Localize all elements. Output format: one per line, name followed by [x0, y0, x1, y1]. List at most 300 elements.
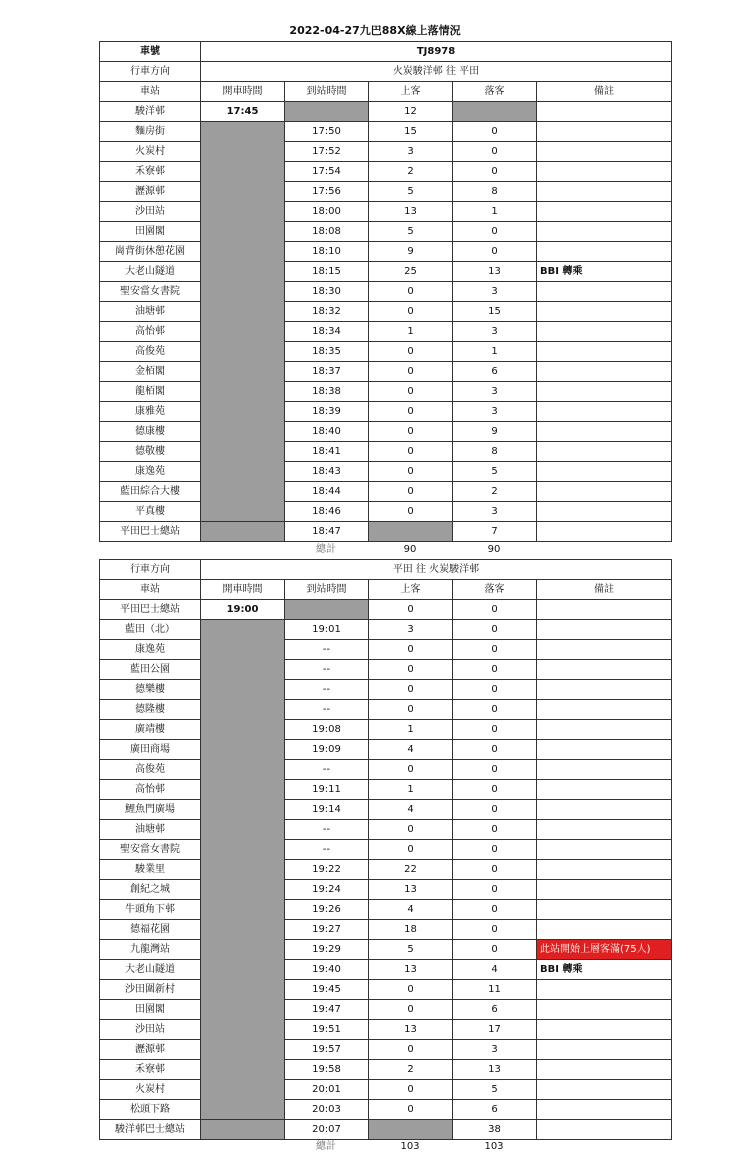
note-cell: [537, 860, 672, 880]
depart-cell: [201, 262, 285, 282]
alight-cell: 11: [453, 980, 537, 1000]
board-cell: 0: [369, 1000, 453, 1020]
depart-cell: [201, 900, 285, 920]
board-cell: 0: [369, 700, 453, 720]
board-cell: 0: [369, 1040, 453, 1060]
note-cell: [537, 760, 672, 780]
station-cell: 高俊苑: [100, 342, 201, 362]
depart-cell: [201, 1120, 285, 1140]
board-cell: 0: [369, 840, 453, 860]
board-cell: [369, 522, 453, 542]
board-cell: 0: [369, 302, 453, 322]
arrive-cell: [285, 600, 369, 620]
board-cell: 5: [369, 222, 453, 242]
depart-cell: [201, 142, 285, 162]
alight-cell: 0: [453, 162, 537, 182]
alight-cell: 1: [453, 342, 537, 362]
table-row: [100, 820, 672, 840]
depart-cell: [201, 502, 285, 522]
note-cell: [537, 1100, 672, 1120]
depart-cell: [201, 700, 285, 720]
depart-cell: [201, 402, 285, 422]
plate-label: 車號: [100, 42, 201, 62]
arrive-cell: --: [285, 640, 369, 660]
station-cell: 火炭村: [100, 1080, 201, 1100]
table-row: [100, 482, 672, 502]
note-cell: [537, 102, 672, 122]
board-cell: 0: [369, 980, 453, 1000]
depart-cell: [201, 382, 285, 402]
station-cell: 聖安當女書院: [100, 282, 201, 302]
depart-cell: [201, 660, 285, 680]
table-row: [100, 502, 672, 522]
arrive-cell: 19:08: [285, 720, 369, 740]
depart-cell: [201, 442, 285, 462]
depart-cell: [201, 760, 285, 780]
station-cell: 沙田站: [100, 202, 201, 222]
board-cell: 25: [369, 262, 453, 282]
total-board: 90: [403, 544, 417, 555]
alight-cell: 1: [453, 202, 537, 222]
table-row: [100, 640, 672, 660]
station-cell: 瀝源邨: [100, 1040, 201, 1060]
station-cell: 九龍灣站: [100, 940, 201, 960]
station-cell: 火炭村: [100, 142, 201, 162]
alight-cell: 5: [453, 1080, 537, 1100]
station-cell: 聖安當女書院: [100, 840, 201, 860]
station-cell: 康逸苑: [100, 640, 201, 660]
note-cell: [537, 900, 672, 920]
board-cell: 2: [369, 162, 453, 182]
station-cell: 油塘邨: [100, 302, 201, 322]
arrive-cell: --: [285, 840, 369, 860]
alight-cell: 13: [453, 1060, 537, 1080]
arrive-cell: [285, 102, 369, 122]
station-cell: 牛頭角下邨: [100, 900, 201, 920]
table-row: [100, 840, 672, 860]
table-row: [100, 860, 672, 880]
note-cell: [537, 640, 672, 660]
note-cell: [537, 680, 672, 700]
direction-label: 行車方向: [100, 62, 201, 82]
note-cell: [537, 700, 672, 720]
board-cell: 13: [369, 880, 453, 900]
alight-cell: 5: [453, 462, 537, 482]
arrive-cell: 18:40: [285, 422, 369, 442]
alight-cell: 6: [453, 362, 537, 382]
plate-row: [100, 42, 672, 62]
station-cell: 平田巴士總站: [100, 600, 201, 620]
alight-cell: 0: [453, 760, 537, 780]
table-row: [100, 402, 672, 422]
alight-cell: 3: [453, 402, 537, 422]
page-title: 2022-04-27九巴88X線上落情況: [289, 24, 461, 37]
board-cell: 0: [369, 1100, 453, 1120]
station-cell: 藍田公園: [100, 660, 201, 680]
header-station: 車站: [100, 580, 201, 600]
arrive-cell: 19:40: [285, 960, 369, 980]
alight-cell: 0: [453, 860, 537, 880]
depart-cell: [201, 840, 285, 860]
alight-cell: 6: [453, 1100, 537, 1120]
note-cell: [537, 442, 672, 462]
alight-cell: 0: [453, 242, 537, 262]
depart-cell: [201, 820, 285, 840]
arrive-cell: 19:27: [285, 920, 369, 940]
depart-cell: [201, 242, 285, 262]
note-cell: 此站開始上層客滿(75人): [537, 940, 672, 960]
header-arrive: 到站時間: [285, 580, 369, 600]
arrive-cell: 19:26: [285, 900, 369, 920]
depart-cell: [201, 800, 285, 820]
depart-cell: [201, 282, 285, 302]
note-cell: [537, 162, 672, 182]
header-station: 車站: [100, 82, 201, 102]
note-cell: [537, 482, 672, 502]
alight-cell: 0: [453, 600, 537, 620]
depart-cell: [201, 482, 285, 502]
arrive-cell: 18:32: [285, 302, 369, 322]
depart-cell: [201, 302, 285, 322]
alight-cell: 0: [453, 920, 537, 940]
note-cell: [537, 302, 672, 322]
station-cell: 松頭下路: [100, 1100, 201, 1120]
depart-cell: [201, 680, 285, 700]
table-row: [100, 960, 672, 980]
arrive-cell: 18:47: [285, 522, 369, 542]
depart-cell: 19:00: [201, 600, 285, 620]
header-arrive: 到站時間: [285, 82, 369, 102]
header-row: [100, 82, 672, 102]
board-cell: 0: [369, 820, 453, 840]
alight-cell: 7: [453, 522, 537, 542]
note-cell: [537, 1120, 672, 1140]
total-alight: 103: [484, 1141, 504, 1152]
depart-cell: [201, 960, 285, 980]
arrive-cell: 19:22: [285, 860, 369, 880]
note-cell: [537, 322, 672, 342]
note-cell: [537, 780, 672, 800]
arrive-cell: 18:35: [285, 342, 369, 362]
alight-cell: 15: [453, 302, 537, 322]
depart-cell: [201, 720, 285, 740]
station-cell: 崗背街休憩花園: [100, 242, 201, 262]
table-row: [100, 880, 672, 900]
board-cell: 15: [369, 122, 453, 142]
arrive-cell: 17:50: [285, 122, 369, 142]
direction-row: [100, 560, 672, 580]
board-cell: 5: [369, 940, 453, 960]
arrive-cell: 17:54: [285, 162, 369, 182]
note-cell: [537, 1000, 672, 1020]
alight-cell: 0: [453, 880, 537, 900]
note-cell: [537, 1060, 672, 1080]
alight-cell: 3: [453, 282, 537, 302]
plate-value: TJ8978: [201, 42, 672, 62]
direction-value: 火炭駿洋邨 往 平田: [201, 62, 672, 82]
alight-cell: 13: [453, 262, 537, 282]
board-cell: 0: [369, 362, 453, 382]
arrive-cell: 20:07: [285, 1120, 369, 1140]
note-cell: [537, 342, 672, 362]
board-cell: 4: [369, 800, 453, 820]
table-row: [100, 342, 672, 362]
arrive-cell: 19:11: [285, 780, 369, 800]
note-cell: [537, 600, 672, 620]
note-cell: [537, 502, 672, 522]
total-label: 總計: [316, 1141, 336, 1152]
board-cell: 0: [369, 640, 453, 660]
station-cell: 德敬樓: [100, 442, 201, 462]
depart-cell: [201, 1000, 285, 1020]
note-cell: [537, 422, 672, 442]
depart-cell: [201, 342, 285, 362]
alight-cell: 0: [453, 840, 537, 860]
board-cell: 0: [369, 680, 453, 700]
alight-cell: 9: [453, 422, 537, 442]
arrive-cell: 19:24: [285, 880, 369, 900]
alight-cell: 0: [453, 700, 537, 720]
direction-row: [100, 62, 672, 82]
alight-cell: 0: [453, 940, 537, 960]
depart-cell: [201, 422, 285, 442]
table-row: [100, 442, 672, 462]
depart-cell: [201, 620, 285, 640]
depart-cell: [201, 940, 285, 960]
arrive-cell: 19:51: [285, 1020, 369, 1040]
alight-cell: 4: [453, 960, 537, 980]
note-cell: [537, 282, 672, 302]
table-row: [100, 242, 672, 262]
alight-cell: 3: [453, 502, 537, 522]
depart-cell: [201, 860, 285, 880]
table-row: [100, 900, 672, 920]
depart-cell: [201, 182, 285, 202]
table-row: [100, 760, 672, 780]
arrive-cell: 19:45: [285, 980, 369, 1000]
alight-cell: [453, 102, 537, 122]
board-cell: 13: [369, 1020, 453, 1040]
station-cell: 德康樓: [100, 422, 201, 442]
alight-cell: 3: [453, 382, 537, 402]
note-cell: [537, 880, 672, 900]
note-cell: [537, 462, 672, 482]
alight-cell: 0: [453, 680, 537, 700]
note-cell: [537, 382, 672, 402]
arrive-cell: 17:52: [285, 142, 369, 162]
direction-label: 行車方向: [100, 560, 201, 580]
alight-cell: 0: [453, 720, 537, 740]
station-cell: 大老山隧道: [100, 262, 201, 282]
note-cell: [537, 660, 672, 680]
board-cell: 1: [369, 322, 453, 342]
table-row: [100, 1040, 672, 1060]
table-row: [100, 222, 672, 242]
station-cell: 高俊苑: [100, 760, 201, 780]
table-row: [100, 322, 672, 342]
board-cell: 9: [369, 242, 453, 262]
note-cell: [537, 182, 672, 202]
depart-cell: [201, 1040, 285, 1060]
arrive-cell: 19:58: [285, 1060, 369, 1080]
table-row: [100, 1100, 672, 1120]
table-row: [100, 1080, 672, 1100]
board-cell: 0: [369, 482, 453, 502]
arrive-cell: 18:08: [285, 222, 369, 242]
table-row: [100, 362, 672, 382]
header-alight: 落客: [453, 82, 537, 102]
board-cell: 3: [369, 142, 453, 162]
station-cell: 廣靖樓: [100, 720, 201, 740]
station-cell: 藍田（北）: [100, 620, 201, 640]
table-row: [100, 122, 672, 142]
station-cell: 金栢閣: [100, 362, 201, 382]
table-row: [100, 600, 672, 620]
table-row: [100, 522, 672, 542]
table-row: [100, 1120, 672, 1140]
table-row: [100, 202, 672, 222]
board-cell: 0: [369, 382, 453, 402]
header-board: 上客: [369, 82, 453, 102]
table-row: [100, 620, 672, 640]
station-cell: 沙田站: [100, 1020, 201, 1040]
table-row: [100, 102, 672, 122]
table-row: [100, 262, 672, 282]
station-cell: 德隆樓: [100, 700, 201, 720]
table-row: [100, 940, 672, 960]
note-cell: [537, 362, 672, 382]
arrive-cell: 20:01: [285, 1080, 369, 1100]
alight-cell: 0: [453, 122, 537, 142]
note-cell: [537, 740, 672, 760]
alight-cell: 8: [453, 442, 537, 462]
station-cell: 駿洋邨巴士總站: [100, 1120, 201, 1140]
table-row: [100, 740, 672, 760]
alight-cell: 8: [453, 182, 537, 202]
board-cell: 3: [369, 620, 453, 640]
station-cell: 廣田商場: [100, 740, 201, 760]
note-cell: [537, 242, 672, 262]
arrive-cell: --: [285, 820, 369, 840]
alight-cell: 0: [453, 142, 537, 162]
table-row: [100, 920, 672, 940]
table-row: [100, 1000, 672, 1020]
station-cell: 麵房街: [100, 122, 201, 142]
depart-cell: [201, 920, 285, 940]
depart-cell: [201, 222, 285, 242]
station-cell: 創紀之城: [100, 880, 201, 900]
board-cell: 0: [369, 282, 453, 302]
station-cell: 田園閣: [100, 1000, 201, 1020]
direction-value: 平田 往 火炭駿洋邨: [201, 560, 672, 580]
alight-cell: 0: [453, 740, 537, 760]
station-cell: 藍田綜合大樓: [100, 482, 201, 502]
depart-cell: [201, 1080, 285, 1100]
note-cell: [537, 202, 672, 222]
arrive-cell: 18:43: [285, 462, 369, 482]
arrive-cell: 18:46: [285, 502, 369, 522]
board-cell: 0: [369, 502, 453, 522]
table-row: [100, 142, 672, 162]
station-cell: 駿業里: [100, 860, 201, 880]
note-cell: [537, 402, 672, 422]
arrive-cell: --: [285, 700, 369, 720]
alight-cell: 0: [453, 780, 537, 800]
arrive-cell: --: [285, 660, 369, 680]
alight-cell: 38: [453, 1120, 537, 1140]
header-note: 備註: [537, 82, 672, 102]
table-row: [100, 1020, 672, 1040]
note-cell: [537, 122, 672, 142]
board-cell: 0: [369, 402, 453, 422]
alight-cell: 0: [453, 620, 537, 640]
arrive-cell: 19:09: [285, 740, 369, 760]
table-row: [100, 162, 672, 182]
alight-cell: 0: [453, 820, 537, 840]
station-cell: 禾寮邨: [100, 1060, 201, 1080]
station-cell: 瀝源邨: [100, 182, 201, 202]
board-cell: 0: [369, 660, 453, 680]
station-cell: 龍栢閣: [100, 382, 201, 402]
arrive-cell: 18:15: [285, 262, 369, 282]
board-cell: 4: [369, 740, 453, 760]
board-cell: 0: [369, 760, 453, 780]
header-row: [100, 580, 672, 600]
depart-cell: [201, 740, 285, 760]
arrive-cell: 18:00: [285, 202, 369, 222]
table-row: [100, 700, 672, 720]
note-cell: [537, 800, 672, 820]
board-cell: 4: [369, 900, 453, 920]
board-cell: 0: [369, 462, 453, 482]
note-cell: BBI 轉乘: [537, 262, 672, 282]
arrive-cell: --: [285, 680, 369, 700]
note-cell: [537, 1080, 672, 1100]
station-cell: 康雅苑: [100, 402, 201, 422]
arrive-cell: 18:30: [285, 282, 369, 302]
note-cell: [537, 1040, 672, 1060]
depart-cell: [201, 322, 285, 342]
depart-cell: [201, 462, 285, 482]
arrive-cell: 19:14: [285, 800, 369, 820]
arrive-cell: 19:01: [285, 620, 369, 640]
station-cell: 德樂樓: [100, 680, 201, 700]
note-cell: [537, 820, 672, 840]
note-cell: [537, 1020, 672, 1040]
board-cell: 22: [369, 860, 453, 880]
note-cell: [537, 620, 672, 640]
note-cell: [537, 720, 672, 740]
alight-cell: 0: [453, 222, 537, 242]
alight-cell: 0: [453, 660, 537, 680]
alight-cell: 0: [453, 800, 537, 820]
table-row: [100, 680, 672, 700]
alight-cell: 6: [453, 1000, 537, 1020]
board-cell: 13: [369, 960, 453, 980]
depart-cell: 17:45: [201, 102, 285, 122]
depart-cell: [201, 1100, 285, 1120]
depart-cell: [201, 162, 285, 182]
table-row: [100, 182, 672, 202]
arrive-cell: 19:29: [285, 940, 369, 960]
station-cell: 大老山隧道: [100, 960, 201, 980]
note-cell: [537, 980, 672, 1000]
alight-cell: 0: [453, 640, 537, 660]
board-cell: 18: [369, 920, 453, 940]
board-cell: 13: [369, 202, 453, 222]
table-row: [100, 382, 672, 402]
arrive-cell: 18:44: [285, 482, 369, 502]
